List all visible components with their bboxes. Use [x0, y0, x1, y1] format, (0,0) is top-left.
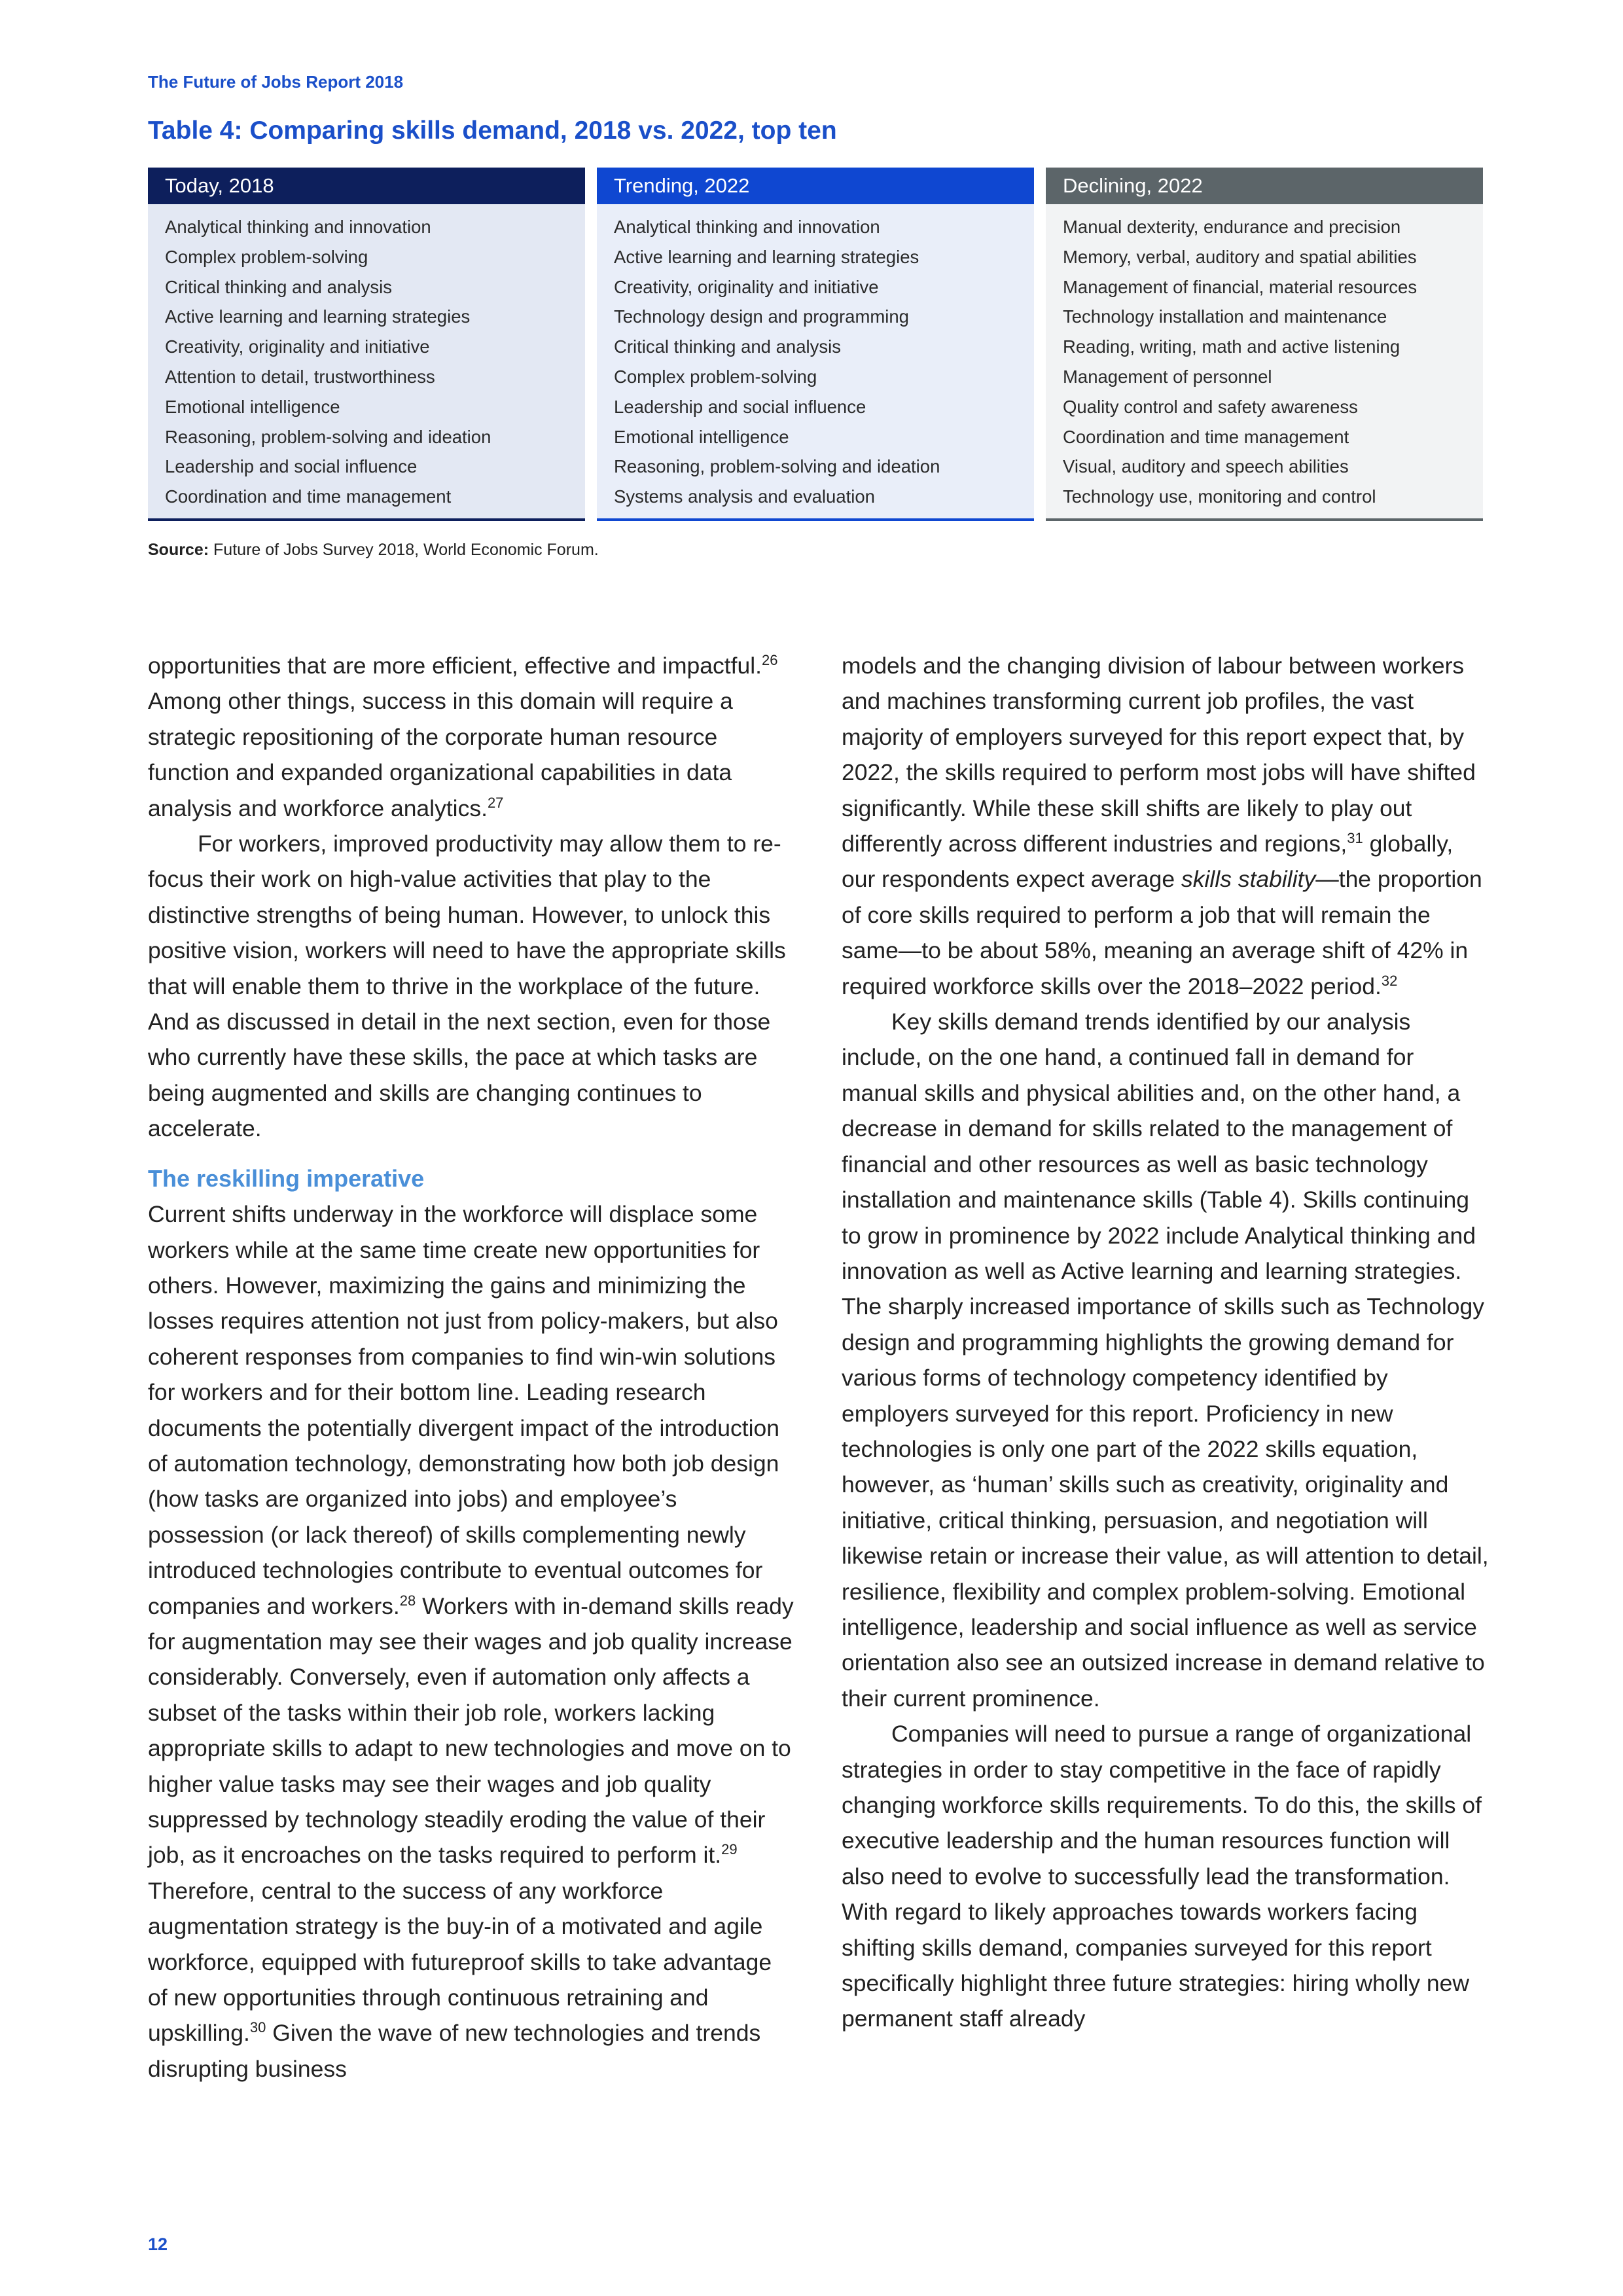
source-text: Future of Jobs Survey 2018, World Economic Forum.: [209, 541, 599, 559]
table-row: Critical thinking and analysis: [165, 276, 392, 297]
paragraph-text: Current shifts underway in the workforce will displace some workers while at the same time create new opportunities for others. However, maximizing the gains and minimizing the losses requires attention not just from policy-makers, but also coherent responses from companies to find win-win solutions for workers and for their bottom line. Leading research documents the potentially divergent impact of the introduction of automation technology, demonstrating how both job design (how tasks are organized into jobs) and employee’s possession (or lack thereof) of skills complementing newly introduced technologies contribute to eventual outcomes for companies and workers.: [148, 1201, 779, 1619]
table-row: Quality control and safety awareness: [1063, 396, 1358, 417]
table-row: Creativity, originality and initiative: [614, 276, 879, 297]
emphasis-term: skills stability: [1181, 866, 1316, 893]
table-row: Active learning and learning strategies: [614, 246, 919, 267]
table-row: Critical thinking and analysis: [614, 336, 841, 357]
table-row: Technology use, monitoring and control: [1063, 486, 1376, 507]
footnote-ref: 31: [1347, 830, 1363, 847]
footnote-ref: 27: [487, 794, 504, 811]
table-column-trending: [597, 168, 1034, 521]
table-row: Technology installation and maintenance: [1063, 306, 1387, 327]
paragraph-text: Therefore, central to the success of any workforce augmentation strategy is the buy-in of a motivated and agile workforce, equipped with futureproof skills to take advantage of new opportunities through continuous retraining and upskilling.: [148, 1877, 772, 2047]
table-column-declining: [1046, 168, 1483, 521]
table-row: Coordination and time management: [165, 486, 452, 507]
paragraph: [842, 648, 1489, 1004]
source-label: Source:: [148, 541, 209, 559]
table-row: Visual, auditory and speech abilities: [1063, 456, 1349, 477]
body-column-right: [842, 648, 1489, 2037]
table-row: Coordination and time management: [1063, 426, 1349, 447]
running-head: The Future of Jobs Report 2018: [148, 72, 404, 92]
column-heading: Trending, 2022: [597, 168, 1034, 204]
footnote-ref: 29: [721, 1841, 738, 1858]
page-number: 12: [148, 2234, 168, 2254]
paragraph: [148, 648, 796, 826]
paragraph-text: Given the wave of new technologies and trends disrupting business: [148, 2020, 761, 2082]
column-body: [148, 204, 585, 521]
table-source-note: [148, 541, 599, 560]
column-body: [1046, 204, 1483, 521]
paragraph-text: opportunities that are more efficient, effective and impactful.: [148, 653, 762, 679]
footnote-ref: 30: [249, 2019, 266, 2036]
paragraph-text: Workers with in-demand skills ready for augmentation may see their wages and job quality increase considerably. Conversely, even if automation only affects a subset of the tasks within their job role, workers lacking appropriate skills to adapt to new technologies and move on to higher value tasks may see their wages and job quality suppressed by technology steadily eroding the value of their job, as it encroaches on the tasks required to perform it.: [148, 1592, 794, 1869]
paragraph-text: models and the changing division of labour between workers and machines transforming current job profiles, the vast majority of employers surveyed for this report expect that, by 2022, the skills required to perform most jobs will have shifted significantly. While these skill shifts are likely to play out differently across different industries and regions,: [842, 653, 1476, 857]
table-row: Leadership and social influence: [165, 456, 418, 477]
footnote-ref: 26: [762, 652, 778, 669]
table-row: Reasoning, problem-solving and ideation: [165, 426, 491, 447]
section-heading: The reskilling imperative: [148, 1164, 425, 1192]
footnote-ref: 32: [1381, 972, 1398, 989]
table-row: Technology design and programming: [614, 306, 909, 327]
table-row: Manual dexterity, endurance and precision: [1063, 217, 1401, 237]
body-column-left: [148, 648, 796, 2087]
table-row: Management of personnel: [1063, 366, 1272, 387]
table-row: Emotional intelligence: [614, 426, 789, 447]
skills-table: [148, 168, 1483, 521]
table-row: Emotional intelligence: [165, 396, 340, 417]
paragraph: [148, 1196, 796, 2087]
table-title: Table 4: Comparing skills demand, 2018 vs. 2022, top ten: [148, 117, 837, 145]
table-row: Reasoning, problem-solving and ideation: [614, 456, 940, 477]
paragraph-text: globally, our respondents expect average: [842, 831, 1454, 893]
paragraph: Key skills demand trends identified by our analysis include, on the one hand, a continued fall in demand for manual skills and physical abilities and, on the other hand, a decrease in demand for skills related to the management of financial and other resources as well as basic technology installation and maintenance skills (Table 4). Skills continuing to grow in prominence by 2022 include Analytical thinking and innovation as well as Active learning and learning strategies. The sharply increased importance of skills such as Technology design and programming highlights the growing demand for various forms of technology competency identified by employers surveyed for this report. Proficiency in new technologies is only one part of the 2022 skills equation, however, as ‘human’ skills such as creativity, originality and initiative, critical thinking, persuasion, and negotiation will likewise retain or increase their value, as will attention to detail, resilience, flexibility and complex problem-solving. Emotional intelligence, leadership and social influence as well as service orientation also see an outsized increase in demand relative to their current prominence.: [842, 1009, 1489, 1712]
paragraph-text: Among other things, success in this domain will require a strategic repositioning of the corporate human resource function and expanded organizational capabilities in data analysis and workforce analytics.: [148, 688, 733, 821]
table-row: Creativity, originality and initiative: [165, 336, 430, 357]
table-row: Attention to detail, trustworthiness: [165, 366, 435, 387]
table-row: Systems analysis and evaluation: [614, 486, 875, 507]
column-heading: Today, 2018: [148, 168, 585, 204]
paragraph: For workers, improved productivity may allow them to re-focus their work on high-value activities that play to the distinctive strengths of being human. However, to unlock this positive vision, workers will need to have the appropriate skills that will enable them to thrive in the workplace of the future. And as discussed in detail in the next section, even for those who currently have these skills, the pace at which tasks are being augmented and skills are changing continues to accelerate.: [148, 831, 786, 1142]
table-row: Reading, writing, math and active listening: [1063, 336, 1400, 357]
table-row: Management of financial, material resources: [1063, 276, 1418, 297]
footnote-ref: 28: [399, 1592, 416, 1609]
table-row: Memory, verbal, auditory and spatial abilities: [1063, 246, 1417, 267]
paragraph-text: —the proportion of core skills required to perform a job that will remain the same—to be about 58%, meaning an average shift of 42% in required workforce skills over the 2018–2022 period.: [842, 866, 1482, 999]
table-row: Leadership and social influence: [614, 396, 866, 417]
table-row: Complex problem-solving: [165, 246, 368, 267]
column-body: [597, 204, 1034, 521]
table-row: Complex problem-solving: [614, 366, 817, 387]
table-row: Analytical thinking and innovation: [165, 217, 431, 237]
column-heading: Declining, 2022: [1046, 168, 1483, 204]
table-column-today: [148, 168, 585, 521]
paragraph: Companies will need to pursue a range of organizational strategies in order to stay competitive in the face of rapidly changing workforce skills requirements. To do this, the skills of executive leadership and the human resources function will also need to evolve to successfully lead the transformation. With regard to likely approaches towards workers facing shifting skills demand, companies surveyed for this report specifically highlight three future strategies: hiring wholly new permanent staff already: [842, 1721, 1482, 2032]
table-row: Active learning and learning strategies: [165, 306, 471, 327]
table-row: Analytical thinking and innovation: [614, 217, 880, 237]
